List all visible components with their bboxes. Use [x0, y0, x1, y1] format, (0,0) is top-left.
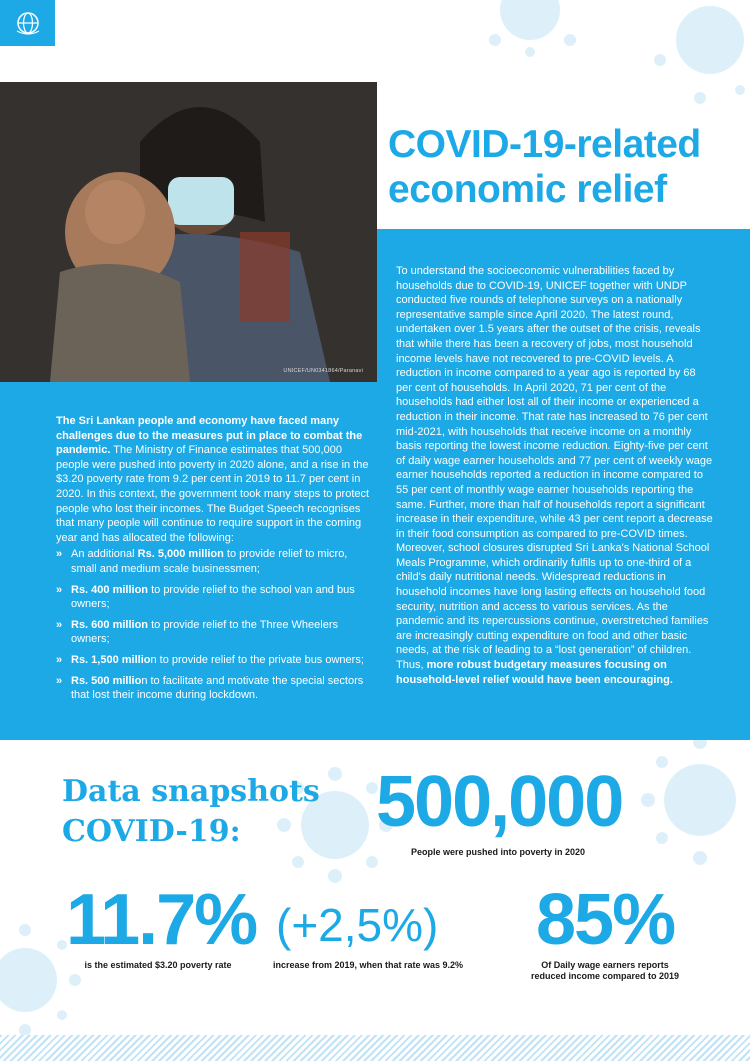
- photo-credit: UNICEF/UN0341864/Paranavi: [283, 368, 363, 374]
- virus-decoration-icon: [475, 0, 585, 60]
- virus-decoration-icon: [640, 0, 750, 110]
- stat-85-caption: Of Daily wage earners reports reduced income compared to 2019: [530, 960, 680, 981]
- list-item: » An additional Rs. 5,000 million to provide relief to micro, small and medium scale businessmen;: [56, 548, 348, 575]
- list-item: » Rs. 600 million to provide relief to the Three Wheelers owners;: [56, 618, 338, 646]
- bullet-chevron-icon: »: [56, 653, 63, 666]
- stat-11-7-value: 11.7%: [66, 880, 257, 960]
- left-column: [56, 414, 376, 709]
- photo-illustration: [0, 82, 377, 382]
- snapshots-title: Data snapshots COVID-19:: [62, 774, 320, 849]
- stat-increase-caption: increase from 2019, when that rate was 9.2%: [272, 960, 464, 970]
- allocation-list: [56, 547, 376, 702]
- right-column: [396, 264, 714, 687]
- list-item: » Rs. 1,500 million to provide relief to the private bus owners;: [56, 653, 364, 666]
- list-item: » Rs. 400 million to provide relief to the school van and bus owners;: [56, 583, 355, 611]
- survey-conclusion-bold: more robust budgetary measures focusing on household-level relief would have been encouraging.: [396, 659, 673, 686]
- intro-paragraph: [56, 414, 376, 545]
- intro-bold: The Sri Lankan people and economy have faced many challenges due to the measures put in place to combat the pandemic.: [56, 415, 363, 457]
- bullet-chevron-icon: »: [56, 583, 63, 596]
- stat-11-7-caption: is the estimated $3.20 poverty rate: [84, 960, 232, 970]
- bullet-chevron-icon: »: [56, 548, 63, 561]
- survey-paragraph: To understand the socioeconomic vulnerabilities faced by households due to COVID-19, UNICEF together with UNDP conducted five rounds of telephone surveys on a nationally representative sample since April 2020. The latest round, undertaken over 1.5 years after the outset of the crisis, reveals that while there has been a recovery of jobs, most household income levels have not recovered to pre-COVID levels. A reduction in income compared to a year ago is reported by 68 per cent of households. In April 2020, 71 per cent of the households had either lost all of their income or experienced a reduction in their income. That rate has increased to 76 per cent mid-2021, with households that receive income on a monthly basis reporting the lowest income reduction. Eighty-five per cent of daily wage earner households and 77 per cent of weekly wage earner households reported a reduction in income compared to 55 per cent of monthly wage earner households reporting the same. Further, more than half of households report a significant increase in their expenditure, while 43 per cent report a decrease in their food consumption as compared to pre-COVID times. Moreover, school closures disrupted Sri Lanka's National School Meals Programme, which ordinarily fulfils up to one-third of a child's daily nutritional needs. Widespread reductions in household incomes have long lasting effects on household food security, nutrition and access to various services. As the pandemic and its repercussions continue, overstretched families are increasingly cutting expenditure on food and other basic needs, at the risk of leading to a “lost generation” of children. Thus, more robust budgetary measures focusing on household-level relief would have been encouraging.: [396, 265, 713, 686]
- virus-decoration-icon: [620, 720, 750, 880]
- bullet-chevron-icon: »: [56, 674, 63, 687]
- page-title: COVID-19-related economic relief: [388, 123, 701, 211]
- mother-child-photo: [0, 82, 377, 382]
- globe-icon: [14, 9, 42, 37]
- stat-500000-caption: People were pushed into poverty in 2020: [410, 847, 586, 857]
- bullet-chevron-icon: »: [56, 618, 63, 631]
- stat-increase-value: (+2,5%): [276, 899, 439, 951]
- stat-500000-value: 500,000: [376, 762, 623, 842]
- list-item: » Rs. 500 million to facilitate and motivate the special sectors that lost their income during lockdown.: [56, 674, 364, 702]
- stat-85-value: 85%: [536, 880, 675, 960]
- intro-text: The Ministry of Finance estimates that 500,000 people were pushed into poverty in 2020 alone, and a rise in the $3.20 poverty rate from 9.2 per cent in 2019 to 11.7 per cent in 2020. In this context, the government took many steps to protect people who lost their incomes. The Budget Speech recognises that many people will continue to require support in the coming year and has allocated the following:: [56, 444, 370, 544]
- unicef-logo: [0, 0, 55, 46]
- footer-stripes: [0, 1035, 750, 1061]
